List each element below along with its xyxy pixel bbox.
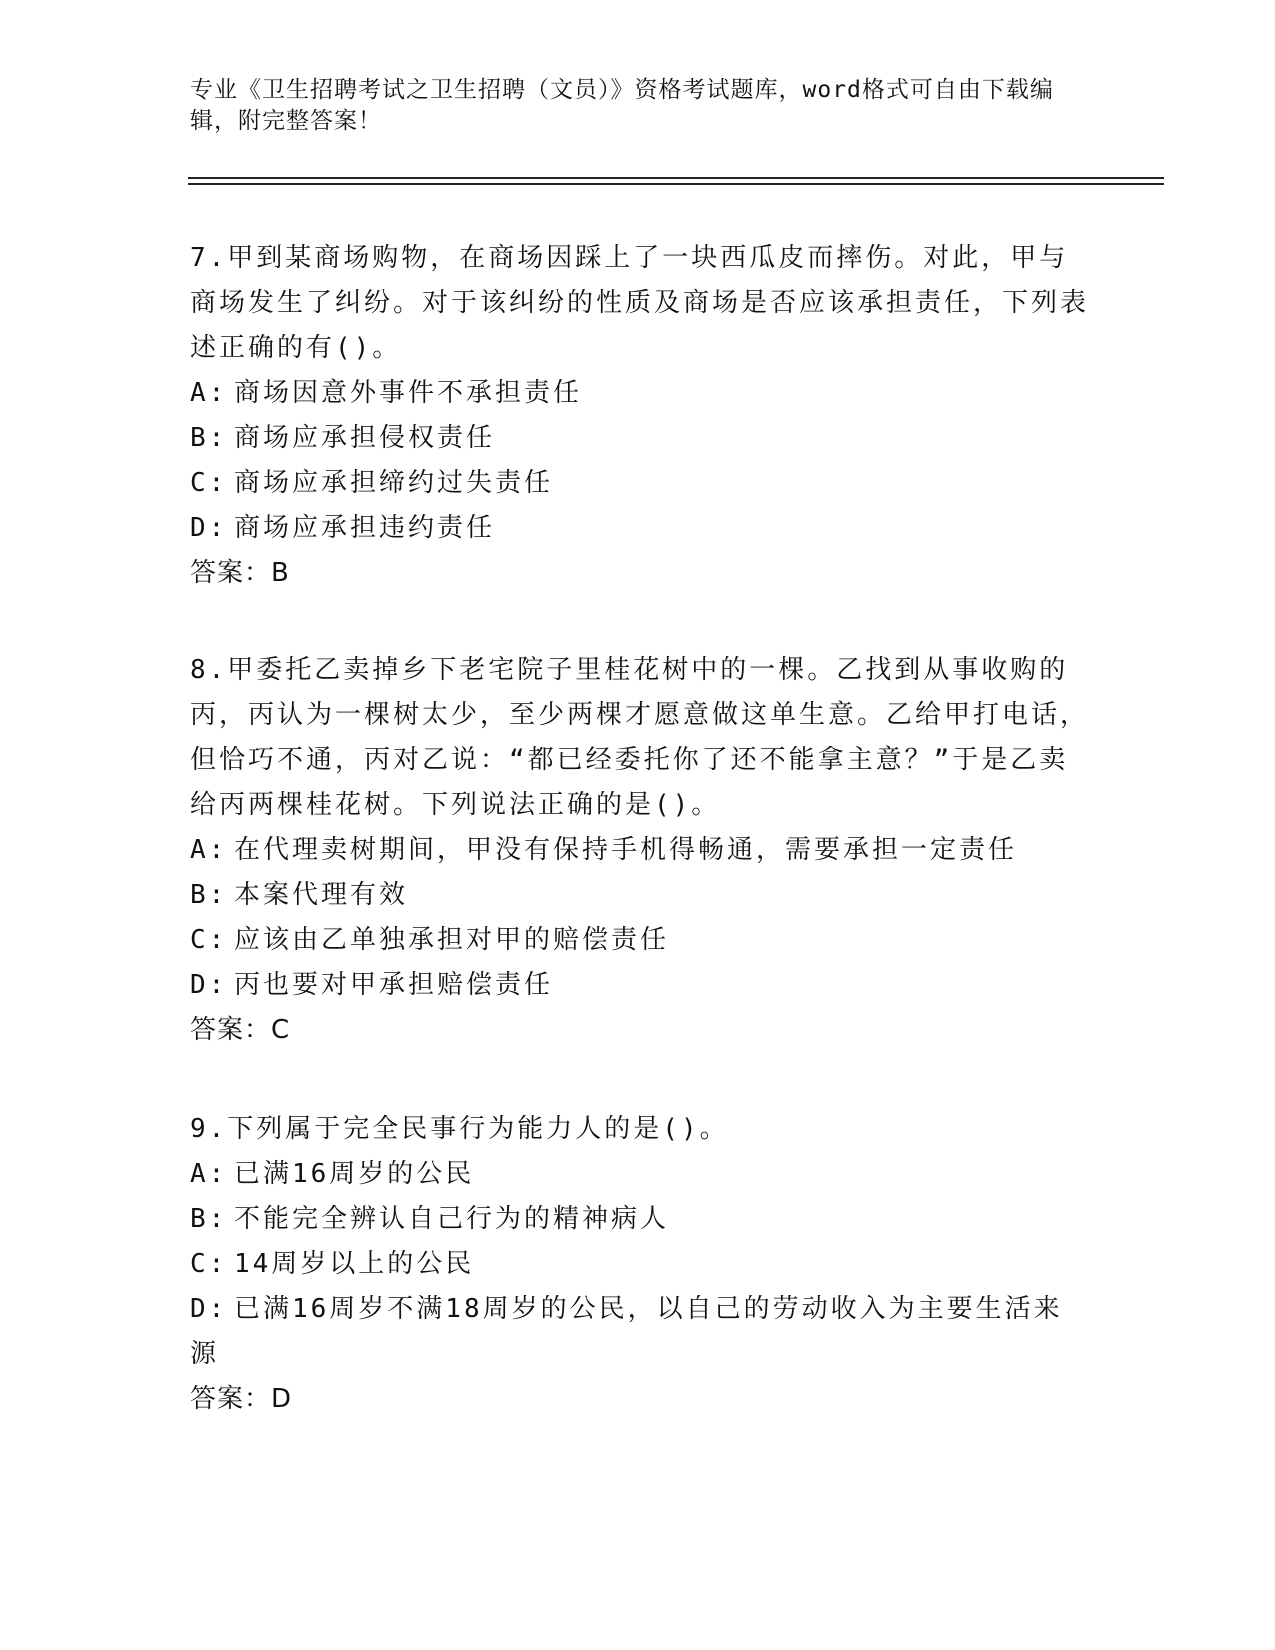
question-stem: 7.甲到某商场购物，在商场因踩上了一块西瓜皮而摔伤。对此，甲与商场发生了纠纷。对于该纠纷的性质及商场是否应该承担责任，下列表述正确的有()。: [190, 243, 1090, 363]
option-key: A:: [190, 378, 228, 408]
answer-line: 答案：C: [190, 1015, 291, 1045]
option-key: B:: [190, 880, 228, 910]
option-a: [190, 1152, 1090, 1197]
option-d: [190, 963, 1090, 1008]
option-text: 商场应承担侵权责任: [234, 423, 496, 453]
option-text: 应该由乙单独承担对甲的赔偿责任: [234, 925, 670, 955]
header-divider-bottom: [188, 183, 1164, 185]
option-key: C:: [190, 1249, 228, 1279]
option-key: A:: [190, 835, 228, 865]
option-text: 本案代理有效: [234, 880, 409, 910]
option-b: [190, 416, 1090, 461]
question-stem: 9.下列属于完全民事行为能力人的是()。: [190, 1114, 729, 1144]
answer-line: 答案：B: [190, 558, 290, 588]
option-key: D:: [190, 970, 228, 1000]
question-9: [190, 1107, 1090, 1422]
option-key: C:: [190, 925, 228, 955]
option-b: [190, 1197, 1090, 1242]
option-text: 商场应承担缔约过失责任: [234, 468, 554, 498]
option-text: 14周岁以上的公民: [234, 1249, 475, 1279]
option-key: C:: [190, 468, 228, 498]
option-c: [190, 918, 1090, 963]
option-text: 丙也要对甲承担赔偿责任: [234, 970, 554, 1000]
option-text: 不能完全辨认自己行为的精神病人: [234, 1204, 670, 1234]
document-header: 专业《卫生招聘考试之卫生招聘（文员）》资格考试题库，word格式可自由下载编辑，附完整答案！: [190, 77, 1054, 134]
option-a: [190, 371, 1090, 416]
question-7: [190, 236, 1090, 596]
option-key: A:: [190, 1159, 228, 1189]
option-text: 在代理卖树期间，甲没有保持手机得畅通，需要承担一定责任: [234, 835, 1018, 865]
option-text: 已满16周岁的公民: [234, 1159, 475, 1189]
option-d: [190, 1287, 1090, 1377]
question-8: [190, 648, 1090, 1053]
option-text: 已满16周岁不满18周岁的公民，以自己的劳动收入为主要生活来源: [190, 1294, 1063, 1369]
option-text: 商场应承担违约责任: [234, 513, 496, 543]
option-b: [190, 873, 1090, 918]
header-divider-top: [188, 177, 1164, 179]
option-c: [190, 1242, 1090, 1287]
option-c: [190, 461, 1090, 506]
option-a: [190, 828, 1090, 873]
option-text: 商场因意外事件不承担责任: [234, 378, 583, 408]
option-key: B:: [190, 1204, 228, 1234]
option-key: D:: [190, 1294, 228, 1324]
option-key: D:: [190, 513, 228, 543]
option-key: B:: [190, 423, 228, 453]
question-stem: 8.甲委托乙卖掉乡下老宅院子里桂花树中的一棵。乙找到从事收购的丙，丙认为一棵树太少，至少两棵才愿意做这单生意。乙给甲打电话，但恰巧不通，丙对乙说：“都已经委托你了还不能拿主意？”于是乙卖给丙两棵桂花树。下列说法正确的是()。: [190, 655, 1090, 820]
option-d: [190, 506, 1090, 551]
answer-line: 答案：D: [190, 1384, 293, 1414]
